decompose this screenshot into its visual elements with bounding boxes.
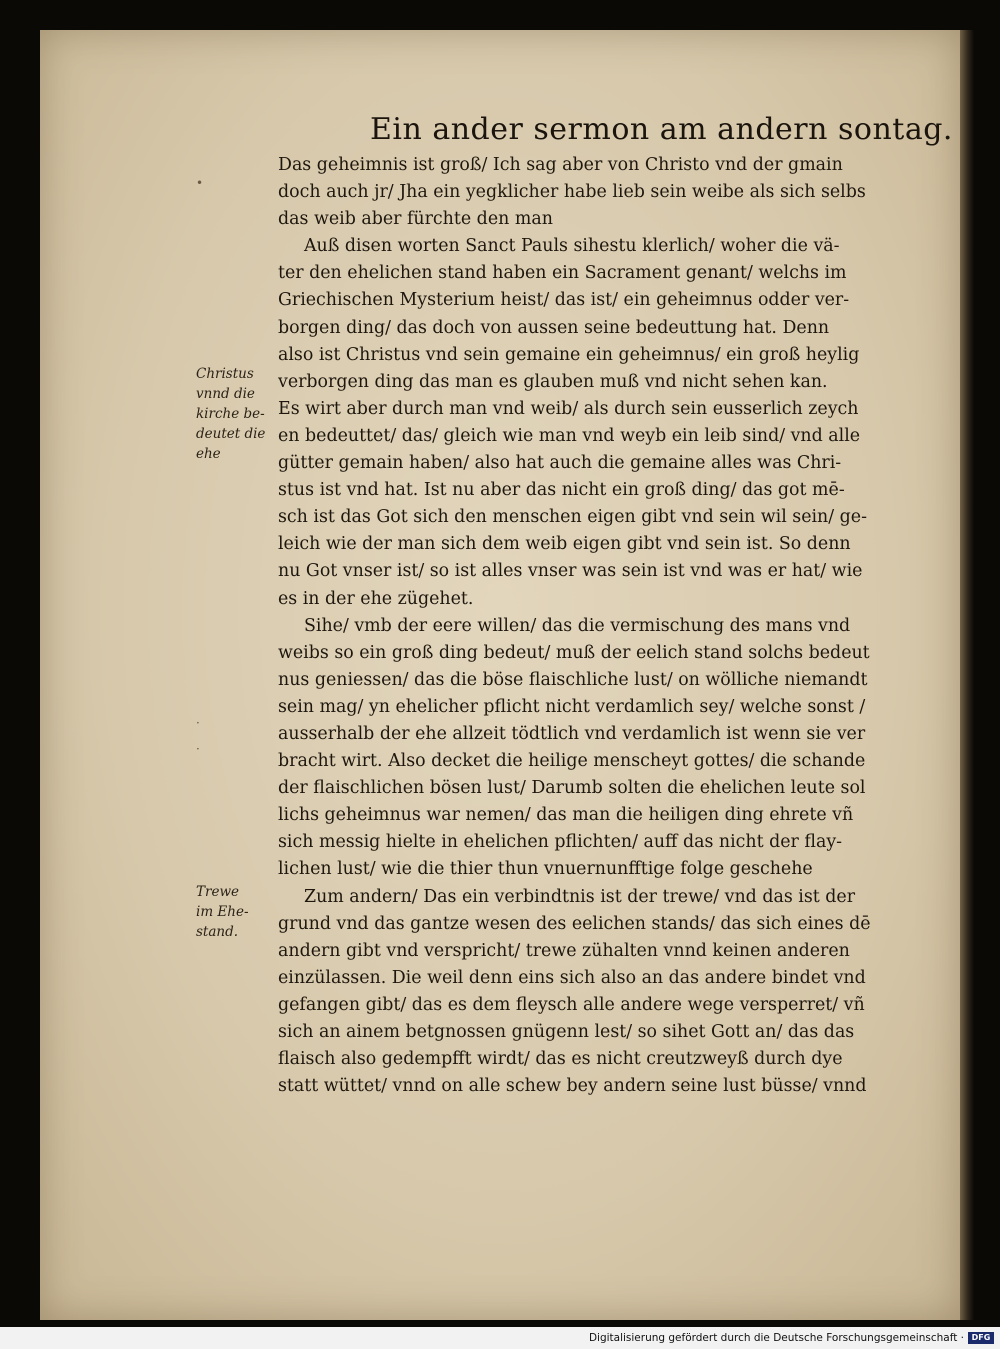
gloss-line: ehe — [196, 446, 221, 462]
page-edge — [960, 30, 974, 1320]
text-line: borgen ding/ das doch von aussen seine bedeuttung hat. Denn — [278, 317, 830, 338]
footer-bar — [0, 1327, 1000, 1349]
text-line: verborgen ding das man es glauben muß vnd nicht sehen kan. — [278, 371, 828, 392]
text-line: Das geheimnis ist groß/ Ich sag aber von Christo vnd der gmain — [278, 155, 843, 175]
body-text — [278, 152, 948, 1100]
text-line: grund vnd das gantze wesen des eelichen stands/ das sich eines dē — [278, 913, 871, 934]
footer-credit: Digitalisierung gefördert durch die Deutsche Forschungsgemeinschaft · — [588, 1332, 964, 1344]
dfg-logo: DFG — [968, 1332, 994, 1344]
text-line: flaisch also gedempfft wirdt/ das es nicht creutzweyß durch dye — [278, 1049, 843, 1070]
gloss-line: vnnd die — [196, 386, 255, 402]
text-line: Sihe/ vmb der eere willen/ das die vermischung des mans vnd — [304, 615, 851, 636]
gloss-line: kirche be- — [196, 406, 265, 422]
text-line: ausserhalb der ehe allzeit tödtlich vnd verdamlich ist wenn sie ver — [278, 723, 866, 744]
text-line: einzülassen. Die weil denn eins sich also an das andere bindet vnd — [278, 967, 866, 988]
gloss-line: stand. — [196, 924, 239, 940]
text-line: Auß disen worten Sanct Pauls sihestu klerlich/ woher die vä- — [304, 236, 840, 257]
text-line: Zum andern/ Das ein verbindtnis ist der trewe/ vnd das ist der — [304, 886, 856, 907]
page-heading: Ein ander sermon am andern sontag. — [370, 112, 953, 147]
text-line: Griechischen Mysterium heist/ das ist/ ein geheimnus odder ver- — [278, 290, 850, 311]
text-line: en bedeuttet/ das/ gleich wie man vnd weyb ein leib sind/ vnd alle — [278, 425, 861, 446]
text-line: stus ist vnd hat. Ist nu aber das nicht ein groß ding/ das got mē- — [278, 480, 845, 501]
text-line: lichen lust/ wie die thier thun vnuernunfftige folge geschehe — [278, 859, 813, 880]
text-line: doch auch jr/ Jha ein yegklicher habe lieb sein weibe als sich selbs — [278, 182, 866, 203]
text-line: Es wirt aber durch man vnd weib/ als durch sein eusserlich zeych — [278, 398, 859, 419]
text-line: es in der ehe zügehet. — [278, 588, 474, 609]
gloss-line: Trewe — [196, 884, 239, 900]
text-line: weibs so ein groß ding bedeut/ muß der eelich stand solchs bedeut — [278, 642, 870, 663]
margin-mark: • — [196, 176, 204, 190]
text-line: leich wie der man sich dem weib eigen gibt vnd sein ist. So denn — [278, 534, 851, 555]
margin-gloss-christus — [196, 364, 265, 464]
gloss-line: deutet die — [196, 426, 266, 442]
text-line: nus geniessen/ das die böse flaischliche lust/ on wölliche niemandt — [278, 669, 868, 690]
text-line: bracht wirt. Also decket die heilige menscheyt gottes/ die schande — [278, 751, 866, 772]
text-line: gütter gemain haben/ also hat auch die gemaine alles was Chri- — [278, 453, 842, 474]
gloss-line: Christus — [196, 366, 254, 382]
text-line: der flaischlichen bösen lust/ Darumb solten die ehelichen leute sol — [278, 778, 866, 799]
text-line: das weib aber fürchte den man — [278, 209, 553, 230]
text-line: also ist Christus vnd sein gemaine ein geheimnus/ ein groß heylig — [278, 344, 860, 365]
margin-mark: · — [196, 742, 200, 756]
gloss-line: im Ehe- — [196, 904, 249, 920]
text-line: sein mag/ yn ehelicher pflicht nicht verdamlich sey/ welche sonst / — [278, 696, 866, 717]
margin-mark: · — [196, 716, 200, 730]
text-line: nu Got vnser ist/ so ist alles vnser was sein ist vnd was er hat/ wie — [278, 561, 863, 582]
text-line: gefangen gibt/ das es dem fleysch alle andere wege versperret/ vñ — [278, 994, 865, 1015]
text-line: sch ist das Got sich den menschen eigen gibt vnd sein wil sein/ ge- — [278, 507, 867, 528]
text-line: andern gibt vnd verspricht/ trewe zühalten vnnd keinen anderen — [278, 940, 850, 961]
text-line: sich an ainem betgnossen gnügenn lest/ so sihet Gott an/ das das — [278, 1022, 855, 1042]
text-line: sich messig hielte in ehelichen pflichten/ auff das nicht der flay- — [278, 832, 843, 853]
text-line: statt wüttet/ vnnd on alle schew bey andern seine lust büsse/ vnnd — [278, 1076, 867, 1097]
margin-gloss-trewe — [196, 882, 249, 942]
text-line: ter den ehelichen stand haben ein Sacrament genant/ welchs im — [278, 263, 847, 284]
text-line: lichs geheimnus war nemen/ das man die heiligen ding ehrete vñ — [278, 805, 854, 826]
